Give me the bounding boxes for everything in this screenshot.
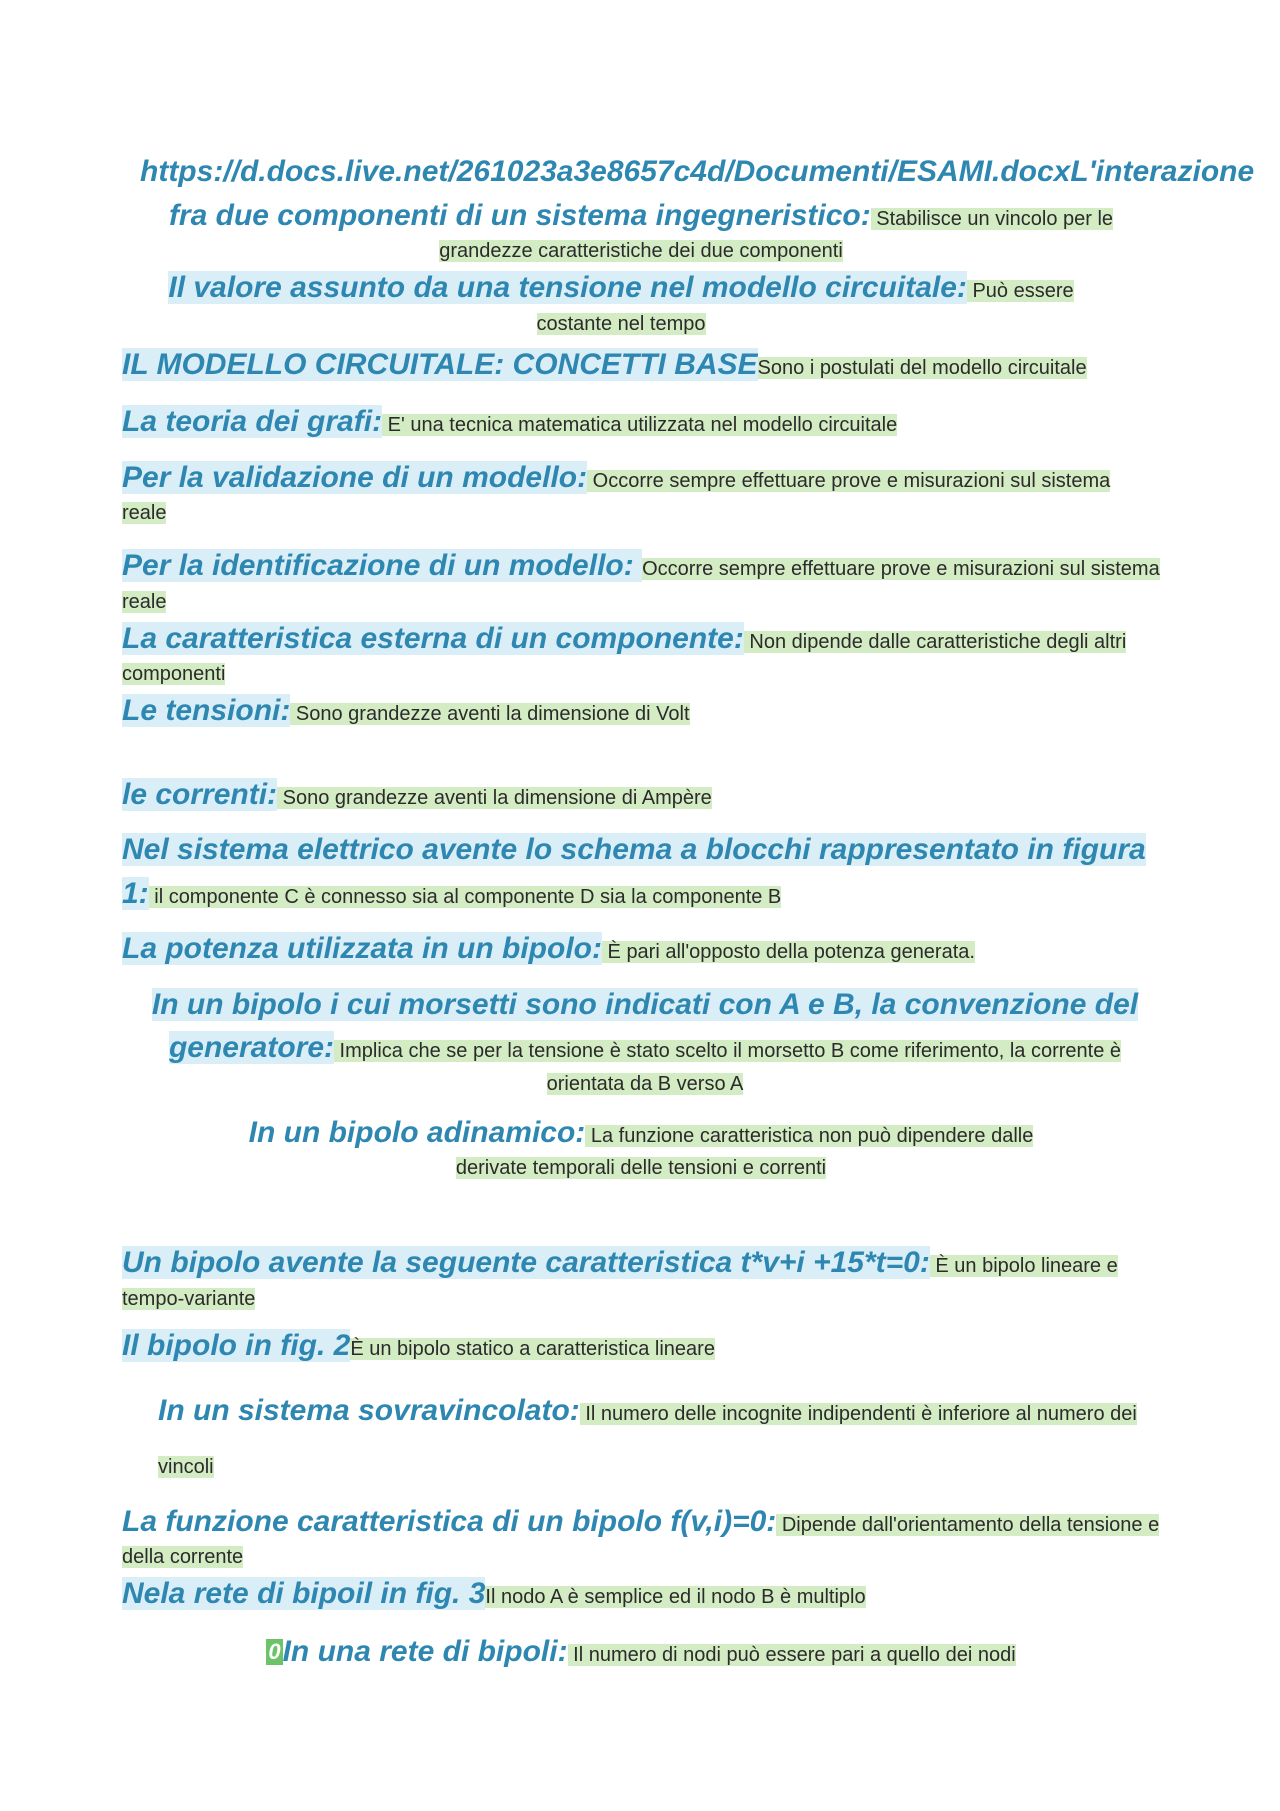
question: Il valore assunto da una tensione nel modello circuitale:	[168, 271, 967, 304]
answer: Dipende dall'orientamento della tensione e della corrente	[122, 1513, 1160, 1568]
question: La potenza utilizzata in un bipolo:	[122, 932, 602, 965]
entry-17	[122, 1500, 1160, 1573]
answer: Sono grandezze aventi la dimensione di Volt	[290, 703, 690, 725]
entry-18	[122, 1572, 1160, 1616]
entry-19	[122, 1630, 1160, 1674]
answer: Stabilisce un vincolo per le grandezze caratteristiche dei due componenti	[439, 207, 1114, 262]
answer: È pari all'opposto della potenza generata.	[601, 941, 975, 963]
question: https://d.docs.live.net/261023a3e8657c4d/Documenti/ESAMI.docxL'interazione fra due componenti di un sistema ingegneristico:	[140, 155, 1255, 232]
question: La funzione caratteristica di un bipolo f(v,i)=0:	[122, 1504, 777, 1538]
entry-4	[122, 400, 1160, 444]
question: In un bipolo adinamico:	[248, 1115, 586, 1149]
question: Per la identificazione di un modello:	[122, 549, 643, 582]
question: In una rete di bipoli:	[282, 1634, 568, 1668]
answer: Occorre sempre effettuare prove e misurazioni sul sistema reale	[122, 469, 1111, 524]
question: La teoria dei grafi:	[122, 405, 383, 438]
answer: Implica che se per la tensione è stato scelto il morsetto B come riferimento, la corrente è orientata da B verso A	[334, 1040, 1122, 1095]
answer: La funzione caratteristica non può dipendere dalle derivate temporali delle tensioni e correnti	[455, 1124, 1034, 1179]
entry-14	[122, 1241, 1160, 1314]
question: Nel sistema elettrico avente lo schema a blocchi rappresentato in figura 1:	[122, 833, 1146, 910]
highlight-marker: 0	[268, 1638, 281, 1664]
entry-6	[122, 544, 1160, 617]
entry-9	[122, 773, 1160, 817]
entry-7	[122, 617, 1160, 690]
question: Nela rete di bipoil in fig. 3	[122, 1577, 486, 1610]
answer: Occorre sempre effettuare prove e misurazioni sul sistema reale	[122, 558, 1160, 613]
question: Il bipolo in fig. 2	[122, 1328, 351, 1362]
entry-3	[122, 343, 1160, 387]
question: Per la validazione di un modello:	[122, 460, 588, 494]
question: IL MODELLO CIRCUITALE: CONCETTI BASE	[122, 347, 758, 381]
entry-16	[122, 1377, 1160, 1490]
answer: È un bipolo lineare e tempo-variante	[122, 1255, 1118, 1310]
entry-8	[122, 689, 1160, 733]
entry-2	[122, 266, 1160, 339]
answer: Il numero di nodi può essere pari a quello dei nodi	[567, 1643, 1016, 1666]
entry-1	[122, 150, 1255, 266]
entry-12	[122, 983, 1160, 1099]
question: le correnti:	[122, 777, 278, 811]
answer: Il numero delle incognite indipendenti è inferiore al numero dei vincoli	[158, 1403, 1137, 1478]
entry-13	[122, 1111, 1160, 1184]
answer: Sono i postulati del modello circuitale	[757, 356, 1087, 379]
answer: Sono grandezze aventi la dimensione di Ampère	[277, 786, 712, 809]
answer: il componente C è connesso sia al componente D sia la componente B	[148, 885, 782, 908]
entry-11	[122, 927, 1160, 971]
answer: È un bipolo statico a caratteristica lineare	[350, 1337, 715, 1360]
question: Un bipolo avente la seguente caratteristica t*v+i +15*t=0:	[122, 1246, 930, 1279]
question: In un sistema sovravincolato:	[158, 1394, 580, 1427]
question: La caratteristica esterna di un componente:	[122, 621, 744, 655]
answer: E' una tecnica matematica utilizzata nel modello circuitale	[382, 414, 898, 436]
question: In un bipolo i cui morsetti sono indicati con A e B, la convenzione del generatore:	[151, 987, 1139, 1064]
question: Le tensioni:	[122, 694, 291, 727]
entry-10	[122, 828, 1160, 915]
entry-5	[122, 456, 1160, 529]
answer: Non dipende dalle caratteristiche degli altri componenti	[122, 630, 1127, 685]
entry-15	[122, 1324, 1160, 1368]
answer: Il nodo A è semplice ed il nodo B è multiplo	[485, 1586, 866, 1608]
answer: Può essere costante nel tempo	[536, 280, 1074, 335]
